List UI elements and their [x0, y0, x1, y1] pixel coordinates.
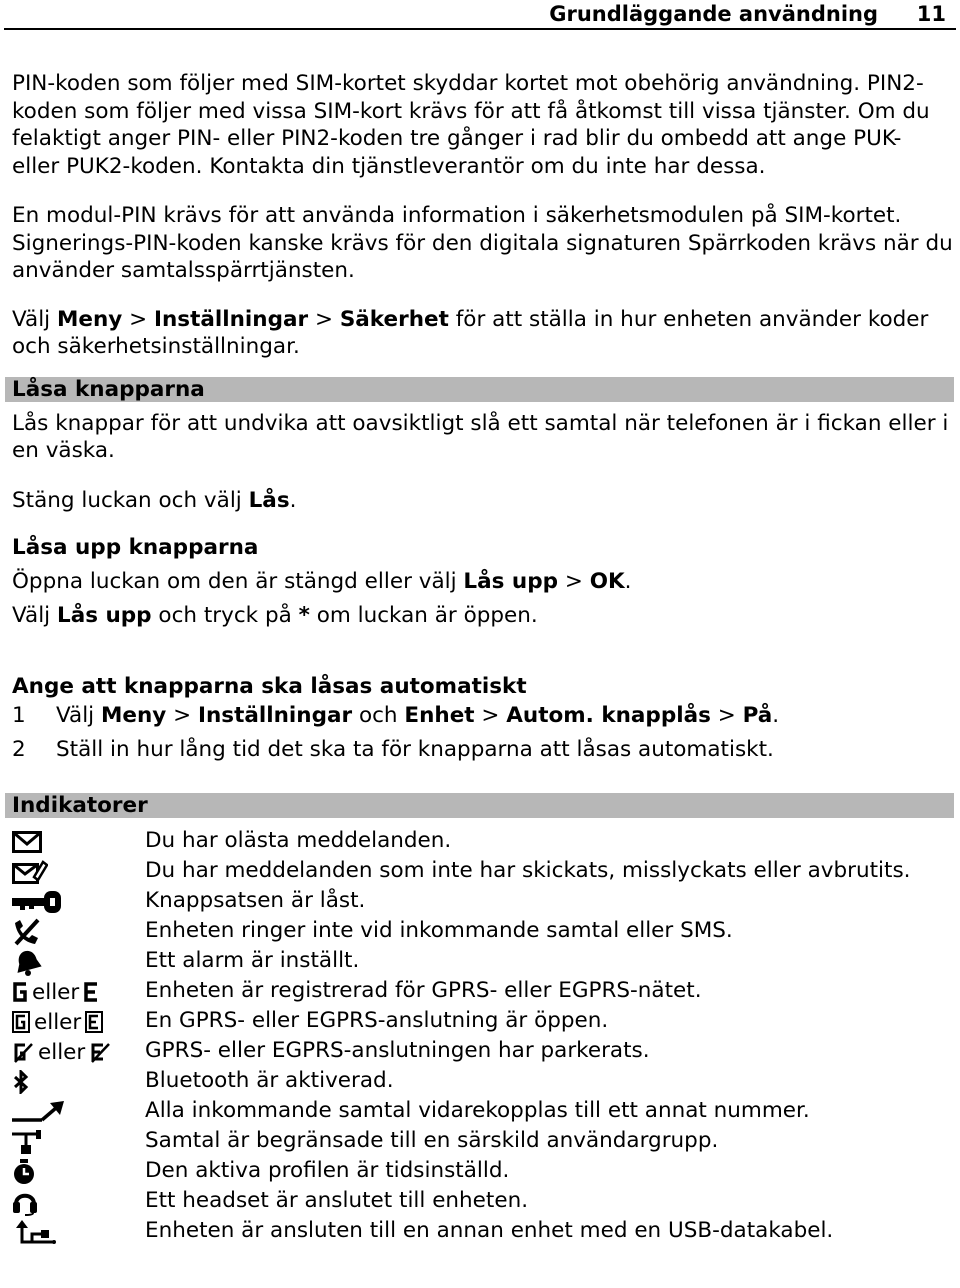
step1-suffix: .	[772, 703, 780, 728]
unlock-suffix: .	[624, 569, 632, 594]
indicator-text: En GPRS- eller EGPRS-anslutning är öppen.	[145, 1008, 609, 1033]
security-suffix: för att ställa in hur enheten använder koder och säkerhetsinställningar.	[12, 306, 929, 359]
timed-profile-icon	[12, 1158, 36, 1186]
indicator-text: Enheten är ansluten till en annan enhet med en USB-datakabel.	[145, 1218, 834, 1243]
security-label: Säkerhet	[339, 306, 449, 332]
step-text	[56, 701, 779, 731]
unlock-prefix: Öppna luckan om den är stängd eller välj	[12, 569, 464, 594]
indicator-text: Bluetooth är aktiverad.	[145, 1068, 394, 1093]
indicators-heading: Indikatorer	[5, 793, 954, 818]
list-item	[12, 1186, 954, 1216]
bluetooth-icon	[12, 1068, 30, 1096]
indicator-text: Ett alarm är inställt.	[145, 948, 360, 973]
step-number: 1	[12, 703, 26, 728]
indicator-text: Alla inkommande samtal vidarekopplas till ett annat nummer.	[145, 1098, 810, 1123]
separator: >	[474, 703, 507, 728]
separator: >	[558, 569, 590, 594]
lock-keys-description: Lås knappar för att undvika att oavsiktligt slå ett samtal när telefonen är i fickan eller i en väska.	[12, 410, 949, 463]
call-divert-icon	[12, 1098, 66, 1126]
envelope-unsent-icon	[12, 858, 48, 886]
unlock-keys-heading: Låsa upp knapparna	[12, 535, 259, 560]
step-2	[12, 735, 954, 765]
list-item	[12, 826, 954, 856]
unlock2-mid: och tryck på	[151, 602, 299, 628]
unlock2-suffix: om luckan är öppen.	[309, 602, 538, 628]
list-item	[12, 1036, 954, 1066]
gprs-parked-icon	[12, 1041, 34, 1063]
page-content	[12, 70, 954, 1246]
egprs-open-icon	[85, 1011, 103, 1033]
list-item	[12, 886, 954, 916]
lock-label: Lås	[248, 487, 290, 513]
indicator-text: Knappsatsen är låst.	[145, 888, 366, 913]
lock-keys-heading: Låsa knapparna	[5, 377, 954, 402]
ok-label: OK	[589, 569, 625, 594]
list-item	[12, 976, 954, 1006]
egprs-parked-icon	[89, 1041, 111, 1063]
device-label: Enhet	[404, 703, 475, 728]
list-item	[12, 1096, 954, 1126]
list-item	[12, 1216, 954, 1246]
indicator-list	[12, 826, 954, 1246]
page-header	[4, 0, 956, 30]
step1-prefix: Välj	[56, 703, 101, 728]
star-key: *	[298, 602, 310, 628]
indicator-text: Ett headset är anslutet till enheten.	[145, 1188, 529, 1213]
gprs-egprs-registered-icon	[12, 978, 99, 1006]
closed-user-group-icon	[12, 1128, 42, 1156]
gprs-egprs-parked-icon	[12, 1038, 111, 1066]
indicator-text: Samtal är begränsade till en särskild användargrupp.	[145, 1128, 719, 1153]
close-prefix: Stäng luckan och välj	[12, 487, 249, 513]
pin-paragraph: PIN-koden som följer med SIM-kortet skyddar kortet mot obehörig användning. PIN2-koden som följer med vissa SIM-kort krävs för att få åtkomst till vissa tjänster. Om du felaktigt anger PIN- eller PIN2-koden tre gånger i rad blir du ombedd att ange PUK- eller PUK2-koden. Kontakta din tjänstleverantör om du inte har dessa.	[12, 71, 930, 179]
unlock2-prefix: Välj	[12, 602, 57, 628]
or-label: eller	[34, 1009, 82, 1035]
modul-pin-paragraph: En modul-PIN krävs för att använda information i säkerhetsmodulen på SIM-kortet. Signerings-PIN-koden kanske krävs för den digitala signaturen Spärrkoden krävs när du använder samtalsspärrtjänsten.	[12, 203, 953, 283]
separator: >	[166, 703, 198, 728]
on-label: På	[742, 703, 773, 728]
list-item	[12, 856, 954, 886]
list-item	[12, 1126, 954, 1156]
list-item	[12, 1156, 954, 1186]
list-item	[12, 1006, 954, 1036]
indicator-text: GPRS- eller EGPRS-anslutningen har parkerats.	[145, 1038, 650, 1063]
usb-icon	[12, 1218, 56, 1246]
separator: >	[710, 703, 743, 728]
indicator-text: Enheten är registrerad för GPRS- eller EGPRS-nätet.	[145, 978, 702, 1003]
close-suffix: .	[289, 487, 297, 513]
step1-mid: och	[352, 703, 405, 728]
auto-lock-heading: Ange att knapparna ska låsas automatiskt	[12, 674, 527, 699]
menu-label: Meny	[57, 306, 123, 332]
header-title: Grundläggande användning	[549, 2, 878, 26]
or-label: eller	[32, 979, 80, 1005]
page-number: 11	[916, 2, 946, 26]
headset-icon	[12, 1188, 38, 1216]
indicator-text: Du har olästa meddelanden.	[145, 828, 452, 853]
settings-label: Inställningar	[198, 703, 353, 728]
or-label: eller	[38, 1039, 86, 1065]
unlock-label: Lås upp	[463, 569, 558, 594]
autolock-label: Autom. knapplås	[506, 703, 711, 728]
menu-label: Meny	[101, 703, 167, 728]
indicator-text: Den aktiva profilen är tidsinställd.	[145, 1158, 510, 1183]
settings-label: Inställningar	[154, 306, 309, 332]
step-text: Ställ in hur lång tid det ska ta för knapparna att låsas automatiskt.	[56, 737, 774, 762]
gprs-egprs-open-icon	[12, 1008, 103, 1036]
key-icon	[12, 888, 62, 916]
silent-phone-icon	[12, 918, 40, 946]
separator: >	[308, 306, 340, 332]
gprs-open-icon	[12, 1011, 30, 1033]
unlock-label: Lås upp	[57, 602, 152, 628]
security-prefix: Välj	[12, 306, 57, 332]
envelope-icon	[12, 828, 42, 856]
list-item	[12, 946, 954, 976]
close-and-lock-line	[12, 487, 954, 515]
unlock-line-1	[12, 568, 954, 596]
security-paragraph	[12, 306, 954, 361]
indicator-text: Enheten ringer inte vid inkommande samtal eller SMS.	[145, 918, 733, 943]
step-number: 2	[12, 737, 26, 762]
alarm-bell-icon	[12, 948, 42, 976]
list-item	[12, 1066, 954, 1096]
separator: >	[122, 306, 154, 332]
indicator-text: Du har meddelanden som inte har skickats, misslyckats eller avbrutits.	[145, 858, 911, 883]
step-1	[12, 701, 954, 731]
list-item	[12, 916, 954, 946]
unlock-line-2	[12, 602, 954, 630]
gprs-icon	[12, 981, 28, 1003]
egprs-icon	[83, 981, 99, 1003]
